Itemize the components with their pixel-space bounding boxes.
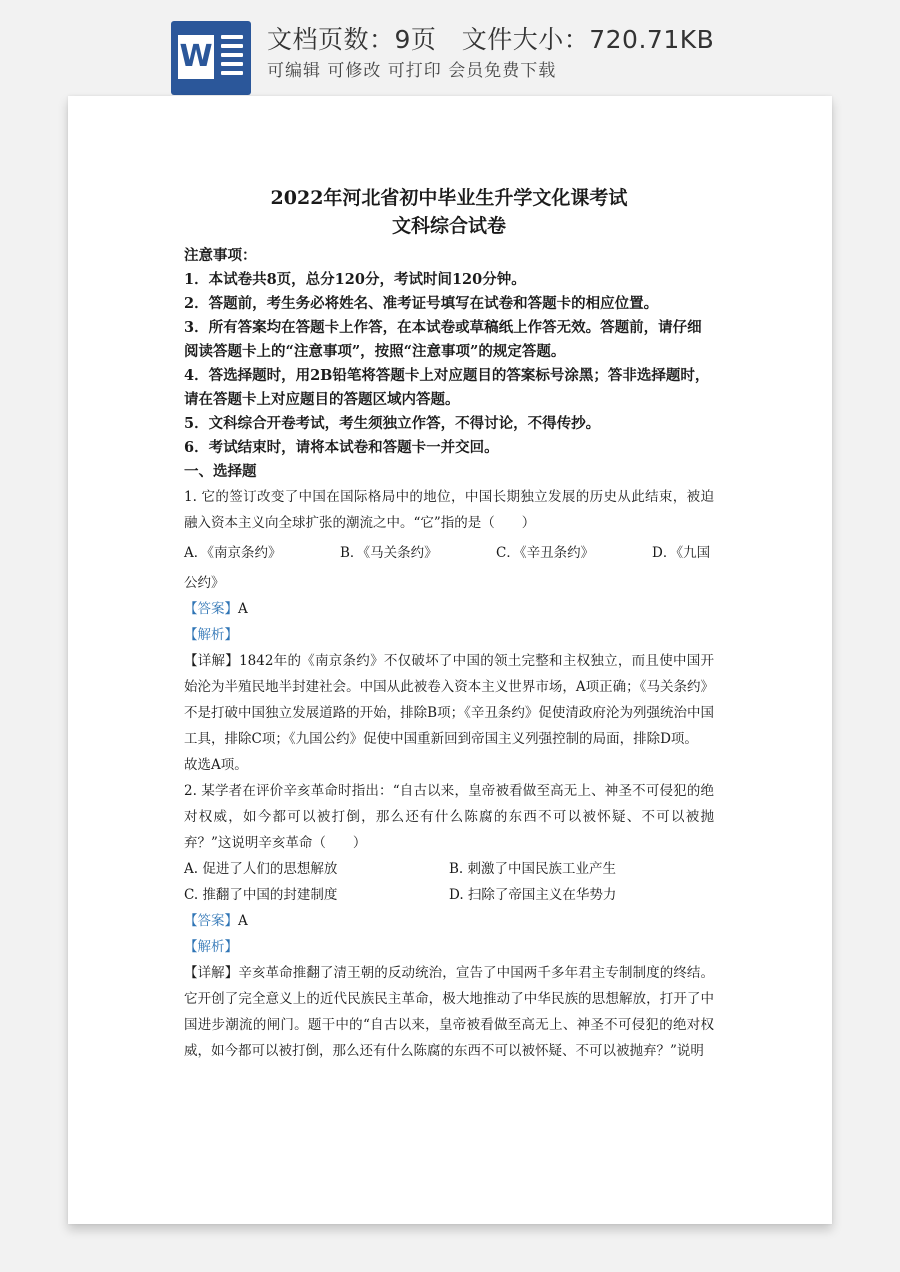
analysis-tag: 【解析】 bbox=[184, 939, 238, 955]
detail-tag: 【详解】 bbox=[184, 653, 240, 669]
option-d-wrap: 公约》 bbox=[184, 575, 225, 591]
notice-heading: 注意事项： bbox=[184, 247, 257, 264]
question-1-detail bbox=[184, 648, 714, 752]
option-b: B. 刺激了中国民族工业产生 bbox=[449, 861, 617, 877]
notice-item: 5．文科综合开卷考试，考生须独立作答，不得讨论，不得传抄。 bbox=[184, 415, 601, 432]
notice-item: 4．答选择题时，用2B铅笔将答题卡上对应题目的答案标号涂黑；答非选择题时，请在答题卡上对应题目的答题区域内答题。 bbox=[184, 367, 710, 408]
section-heading: 一、选择题 bbox=[184, 463, 257, 480]
document-page bbox=[68, 96, 832, 1224]
answer-value: A bbox=[238, 913, 248, 929]
doc-title-line2: 文科综合试卷 bbox=[391, 215, 506, 237]
option-c: C. 推翻了中国的封建制度 bbox=[184, 887, 338, 903]
answer-tag: 【答案】 bbox=[184, 913, 238, 929]
question-2-answer bbox=[184, 908, 714, 934]
question-1-conclusion: 故选A项。 bbox=[184, 757, 248, 773]
option-a: A．《南京条约》 bbox=[184, 545, 282, 561]
download-banner bbox=[0, 0, 900, 96]
detail-text: 1842年的《南京条约》不仅破坏了中国的领土完整和主权独立，而且使中国开始沦为半殖民地半封建社会。中国从此被卷入资本主义世界市场，A项正确；《马关条约》不是打破中国独立发展道路的开始，排除B项；《辛丑条约》促使清政府沦为列强统治中国工具，排除C项；《九国公约》促使中国重新回到帝国主义列强控制的局面，排除D项。 bbox=[184, 653, 715, 747]
option-b: B．《马关条约》 bbox=[340, 545, 438, 561]
question-2-detail bbox=[184, 960, 714, 1064]
word-document-icon bbox=[171, 21, 251, 95]
document-content bbox=[184, 184, 714, 1064]
question-1-options bbox=[184, 540, 714, 566]
notice-item: 6．考试结束时，请将本试卷和答题卡一并交回。 bbox=[184, 439, 499, 456]
question-2-stem: 2. 某学者在评价辛亥革命时指出：“自古以来，皇帝被看做至高无上、神圣不可侵犯的绝对权威，如今都可以被打倒，那么还有什么陈腐的东西不可以被怀疑、不可以被抛弃？”这说明辛亥革命（ ） bbox=[184, 783, 714, 851]
doc-title-line1: 2022年河北省初中毕业生升学文化课考试 bbox=[270, 187, 628, 209]
notice-item: 2．答题前，考生务必将姓名、准考证号填写在试卷和答题卡的相应位置。 bbox=[184, 295, 659, 312]
word-icon-lines bbox=[221, 35, 243, 80]
notice-item: 1．本试卷共8页，总分120分，考试时间120分钟。 bbox=[184, 271, 526, 288]
question-1-answer bbox=[184, 596, 714, 622]
answer-value: A bbox=[238, 601, 248, 617]
question-2-options-row1 bbox=[184, 856, 714, 882]
option-c: C．《辛丑条约》 bbox=[496, 545, 595, 561]
option-a: A. 促进了人们的思想解放 bbox=[184, 861, 338, 877]
question-2-options-row2 bbox=[184, 882, 714, 908]
file-info: 文档页数：9页 文件大小：720.71KB bbox=[267, 25, 715, 54]
detail-text: 辛亥革命推翻了清王朝的反动统治，宣告了中国两千多年君主专制制度的终结。它开创了完全意义上的近代民族民主革命，极大地推动了中华民族的思想解放，打开了中国进步潮流的闸门。题干中的“自古以来，皇帝被看做至高无上、神圣不可侵犯的绝对权威，如今都可以被打倒，那么还有什么陈腐的东西不可以被怀疑、不可以被抛弃？”说明 bbox=[184, 965, 715, 1059]
detail-tag: 【详解】 bbox=[184, 965, 239, 981]
word-icon-letter: W bbox=[178, 35, 214, 79]
option-d: D．《九国 bbox=[652, 545, 711, 561]
option-d: D. 扫除了帝国主义在华势力 bbox=[449, 887, 617, 903]
notice-item: 3．所有答案均在答题卡上作答，在本试卷或草稿纸上作答无效。答题前，请仔细阅读答题卡上的“注意事项”，按照“注意事项”的规定答题。 bbox=[184, 319, 702, 360]
file-features: 可编辑 可修改 可打印 会员免费下载 bbox=[267, 61, 557, 81]
question-1-stem: 1. 它的签订改变了中国在国际格局中的地位，中国长期独立发展的历史从此结束，被迫融入资本主义向全球扩张的潮流之中。“它”指的是（ ） bbox=[184, 489, 714, 531]
answer-tag: 【答案】 bbox=[184, 601, 238, 617]
analysis-tag: 【解析】 bbox=[184, 627, 238, 643]
